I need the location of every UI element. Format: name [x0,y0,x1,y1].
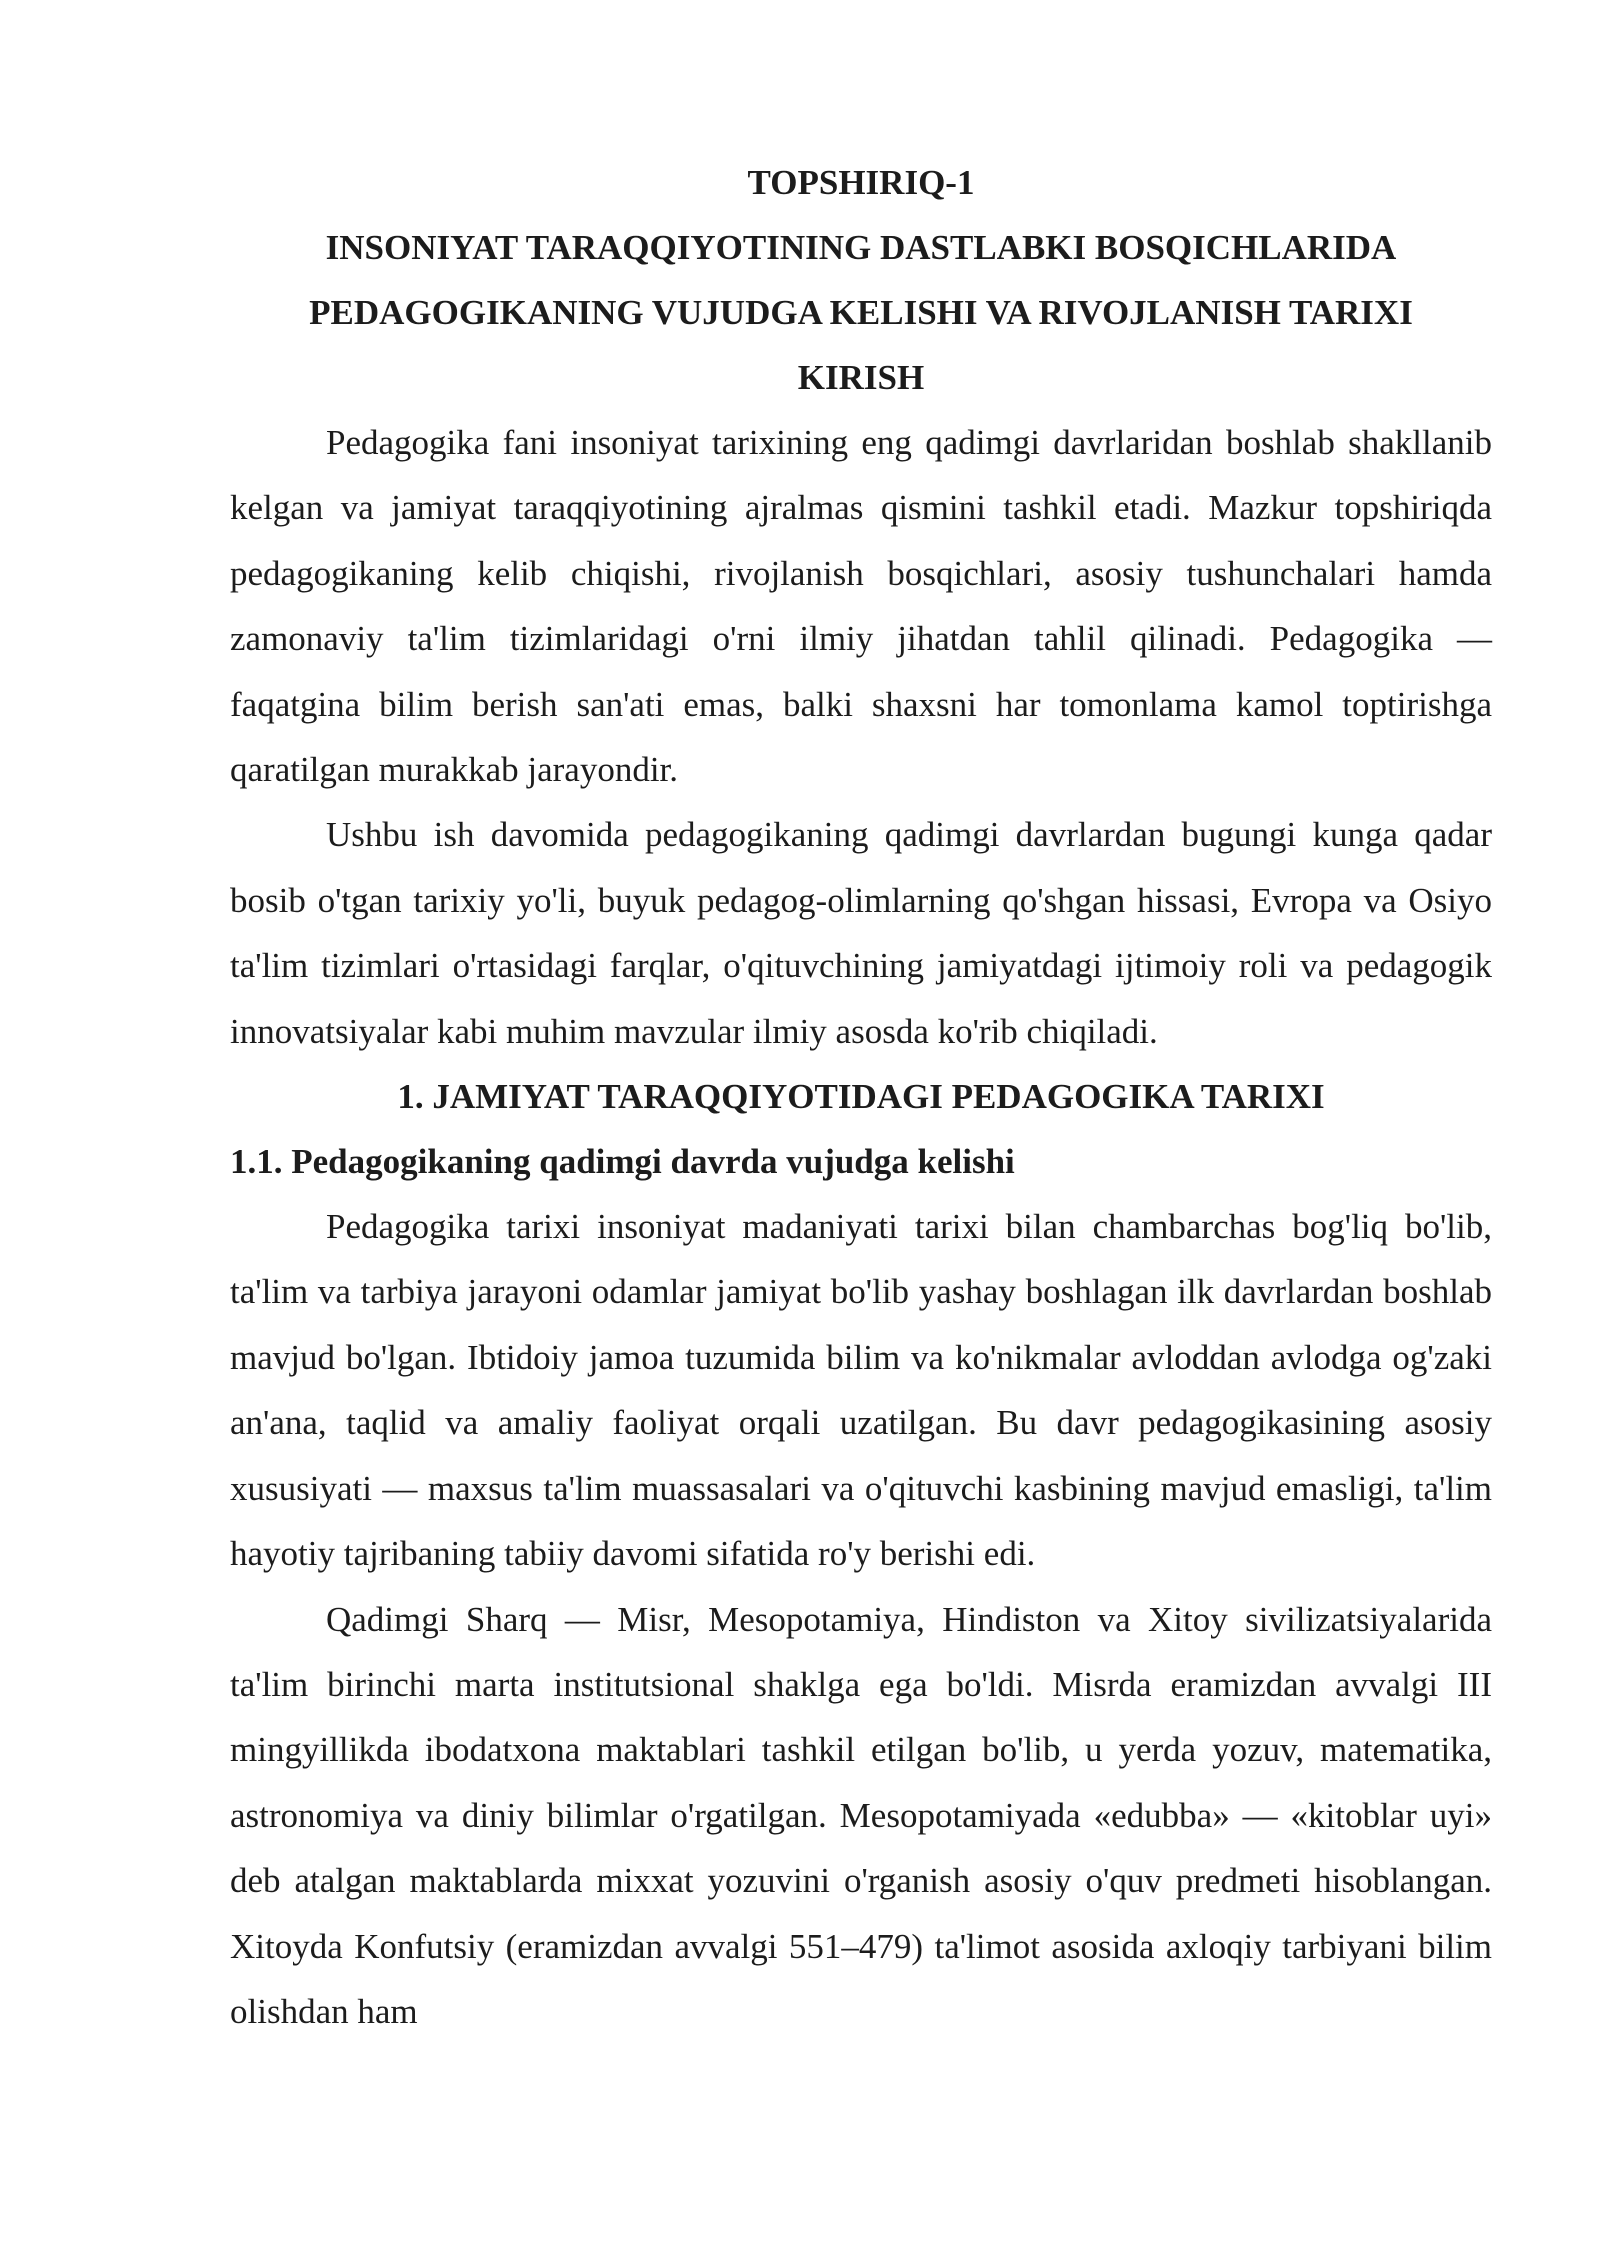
intro-paragraph-2: Ushbu ish davomida pedagogikaning qadimgi davrlardan bugungi kunga qadar bosib o'tgan tarixiy yo'li, buyuk pedagog-olimlarning qo'shgan hissasi, Evropa va Osiyo ta'lim tizimlari o'rtasidagi farqlar, o'qituvchining jamiyatdagi ijtimoiy roli va pedagogik innovatsiyalar kabi muhim mavzular ilmiy asosda ko'rib chiqiladi. [230,815,1492,1051]
section-paragraph-1: Pedagogika tarixi insoniyat madaniyati tarixi bilan chambarchas bog'liq bo'lib, ta'lim va tarbiya jarayoni odamlar jamiyat bo'lib yashay boshlagan ilk davrlardan boshlab mavjud bo'lgan. Ibtidoiy jamoa tuzumida bilim va ko'nikmalar avloddan avlodga og'zaki an'ana, taqlid va amaliy faoliyat orqali uzatilgan. Bu davr pedagogikasining asosiy xususiyati — maxsus ta'lim muassasalari va o'qituvchi kasbining mavjud emasligi, ta'lim hayotiy tajribaning tabiiy davomi sifatida ro'y berishi edi. [230,1207,1492,1574]
topic-title-line-2: PEDAGOGIKANING VUJUDGA KELISHI VA RIVOJLANISH TARIXI [309,293,1413,332]
subsection-1-1-heading: 1.1. Pedagogikaning qadimgi davrda vujudga kelishi [230,1142,1015,1182]
topic-title-line-1: INSONIYAT TARAQQIYOTINING DASTLABKI BOSQICHLARIDA [325,228,1397,267]
introduction-heading: KIRISH [797,358,925,397]
section-1-heading: 1. JAMIYAT TARAQQIYOTIDAGI PEDAGOGIKA TARIXI [397,1077,1325,1117]
intro-paragraph-1: Pedagogika fani insoniyat tarixining eng qadimgi davrlaridan boshlab shakllanib kelgan va jamiyat taraqqiyotining ajralmas qismini tashkil etadi. Mazkur topshiriqda pedagogikaning kelib chiqishi, rivojlanish bosqichlari, asosiy tushunchalari hamda zamonaviy ta'lim tizimlaridagi o'rni ilmiy jihatdan tahlil qilinadi. Pedagogika — faqatgina bilim berish san'ati emas, balki shaxsni har tomonlama kamol toptirishga qaratilgan murakkab jarayondir. [230,423,1492,790]
assignment-title: TOPSHIRIQ-1 [747,163,975,202]
section-paragraph-2: Qadimgi Sharq — Misr, Mesopotamiya, Hindiston va Xitoy sivilizatsiyalarida ta'lim birinchi marta institutsional shaklga ega bo'ldi. Misrda eramizdan avvalgi III mingyillikda ibodatxona maktablari tashkil etilgan bo'lib, u yerda yozuv, matematika, astronomiya va diniy bilimlar o'rgatilgan. Mesopotamiyada «edubba» — «kitoblar uyi» deb atalgan maktablarda mixxat yozuvini o'rganish asosiy o'quv predmeti hisoblangan. Xitoyda Konfutsiy (eramizdan avvalgi 551–479) ta'limot asosida axloqiy tarbiyani bilim olishdan ham [230,1599,1492,2031]
document-page [230,150,1492,2044]
